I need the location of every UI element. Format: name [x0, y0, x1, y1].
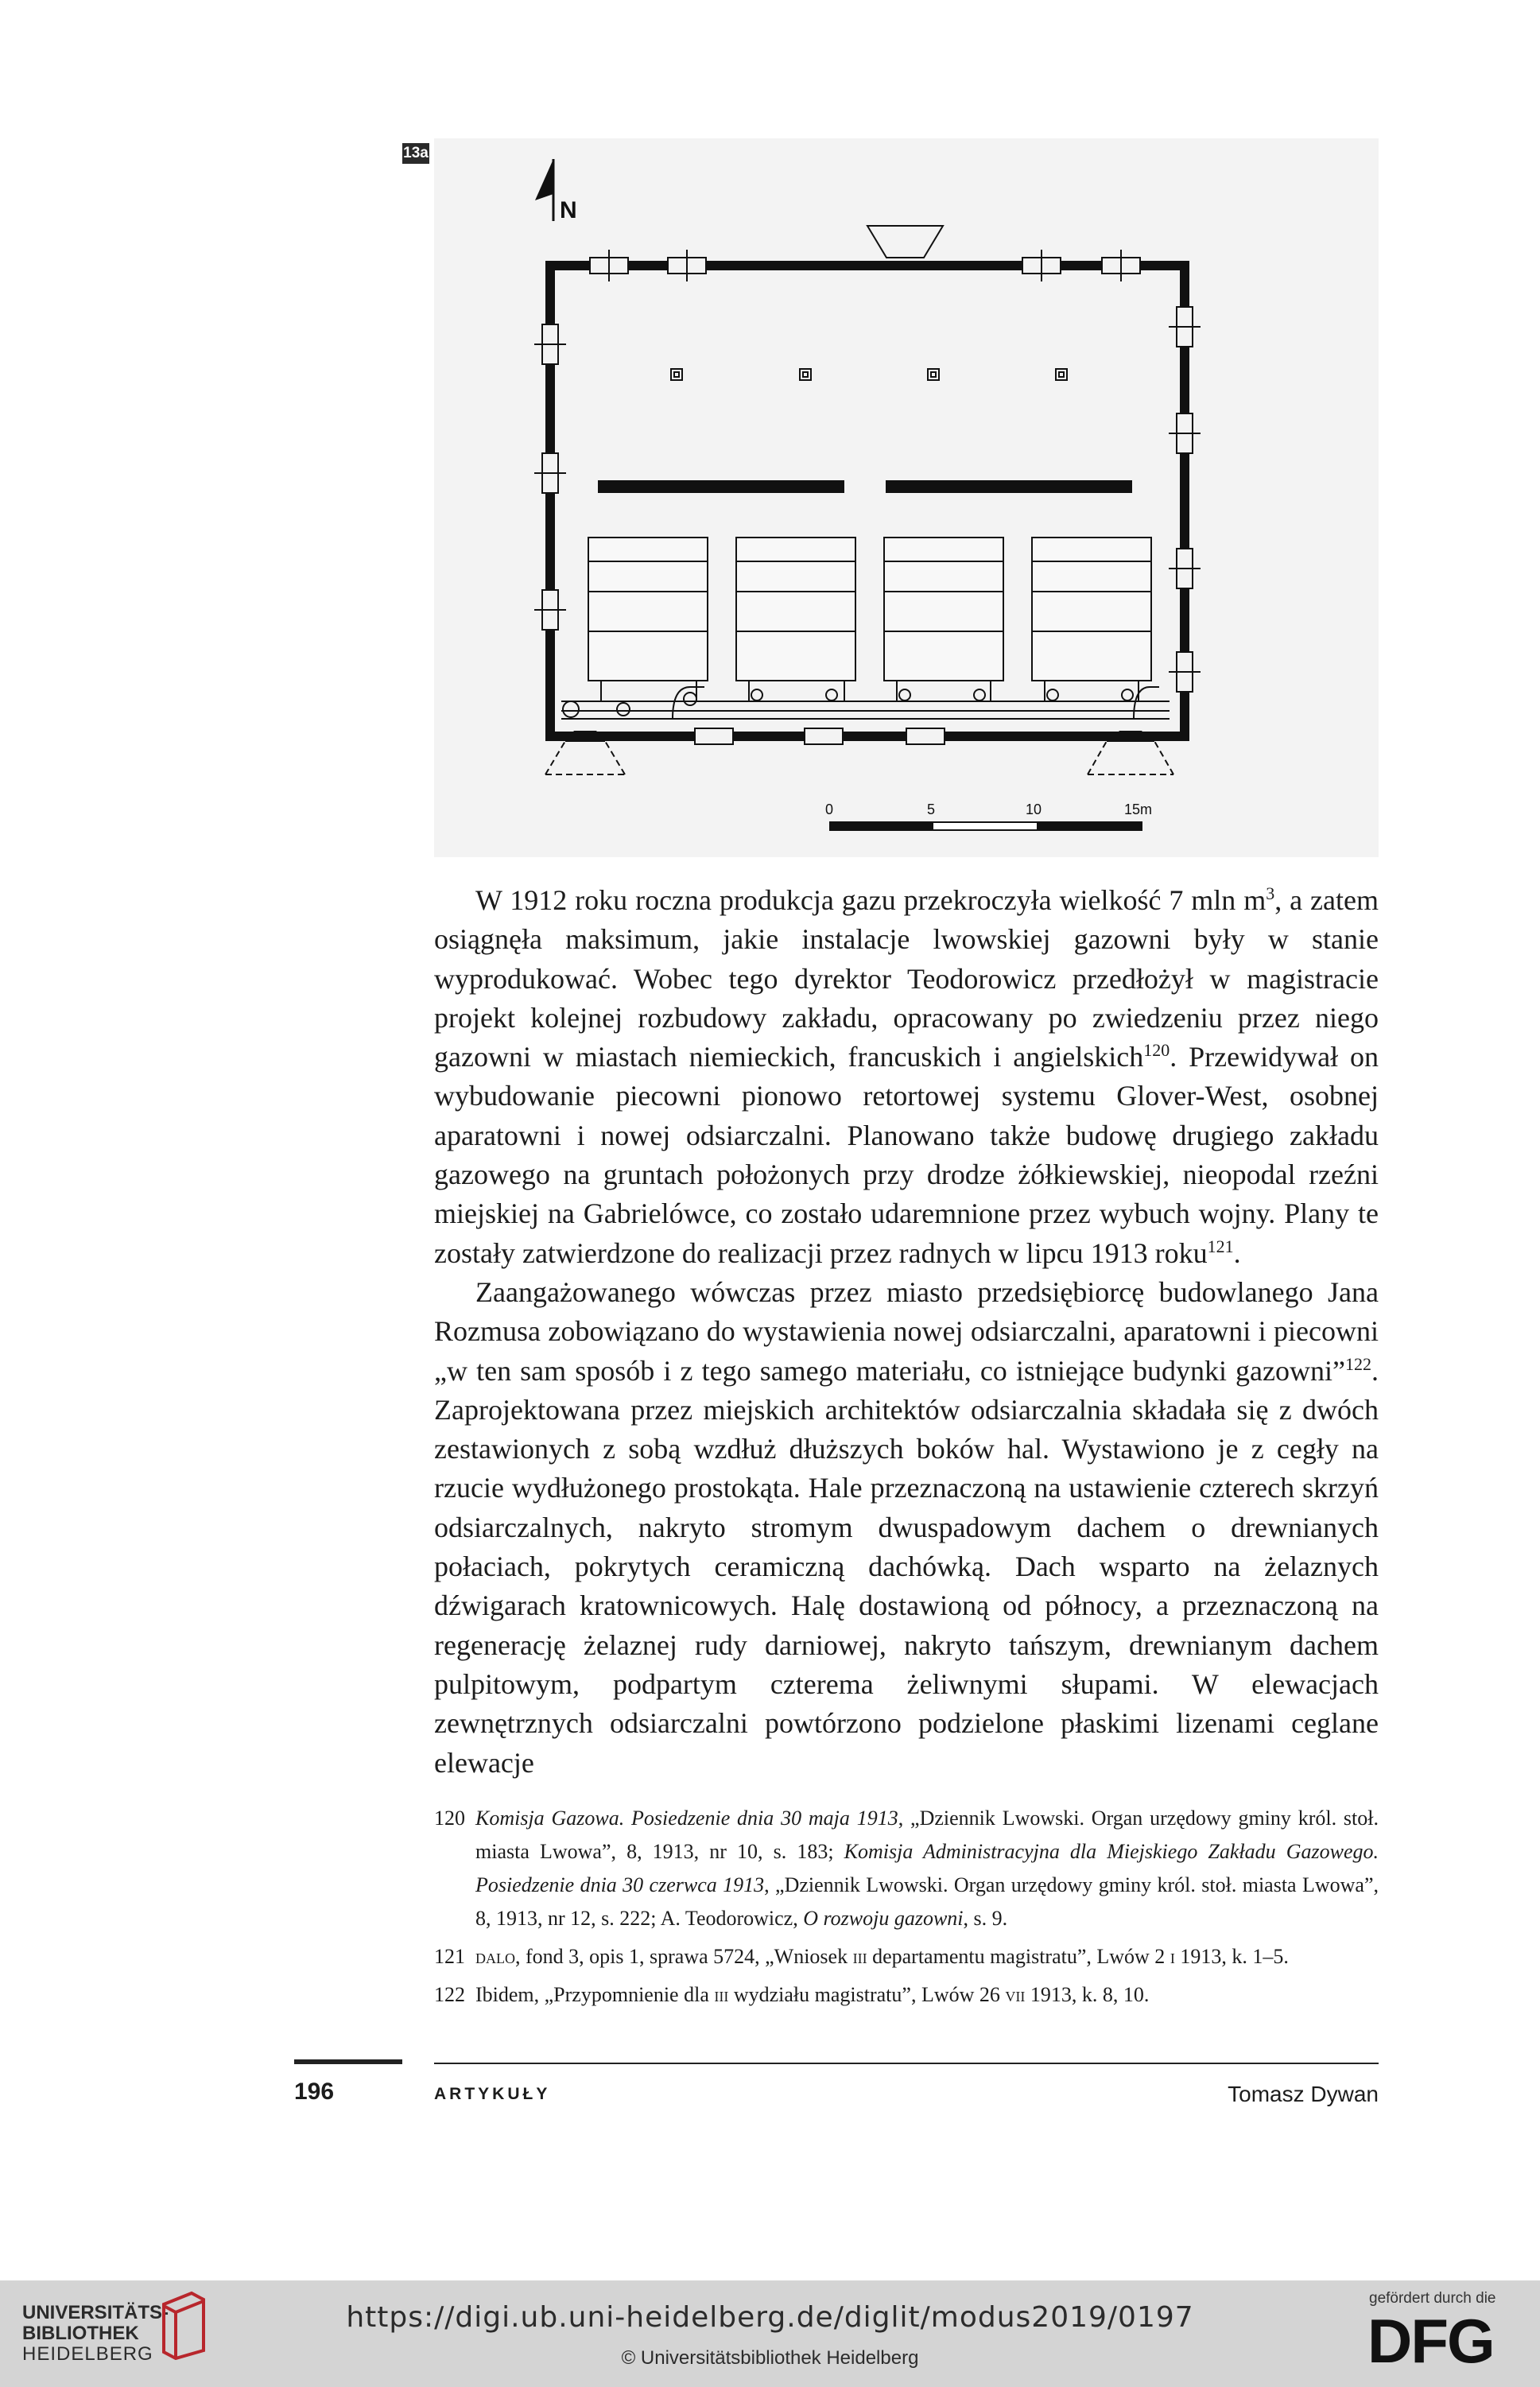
footer-rule-accent: [294, 2059, 402, 2064]
paragraph-1: W 1912 roku roczna produkcja gazu przekroczyła wielkość 7 mln $m^3$, a zatem osiągnęła maksimum, jakie instalacje lwowskiej gazowni były w stanie wyprodukować. Wobec tego dyrektor Teodorowicz przedłożył w magistracie projekt kolejnej rozbudowy zakładu, opracowany po zwiedzeniu przez niego gazowni w miastach niemieckich, francuskich i angielskich$^{120}$. Przewidywał on wybudowanie piecowni pionowo retortowej systemu Glover-West, osobnej aparatowni i nowej odsiarczalni. Planowano także budowę drugiego zakładu gazowego na gruntach położonych przy drodze żółkiewskiej, nieopodal rzeźni miejskiej na Gabrielówce, co zostało udaremnione przez wybuch wojny. Plany te zostały zatwierdzone do realizacji przez radnych w lipcu 1913 roku$^{121}$.: [434, 883, 1379, 1269]
footnote-number: 120: [434, 1807, 465, 1830]
document-url[interactable]: https://digi.ub.uni-heidelberg.de/diglit/modus2019/0197: [346, 2301, 1194, 2334]
scale-label-5: 5: [927, 801, 936, 817]
north-label: N: [560, 197, 577, 223]
dfg-caption: gefördert durch die: [1369, 2290, 1496, 2307]
article-body: [434, 881, 1379, 1783]
interior-walls: [598, 480, 1132, 493]
roof-vent: [867, 226, 943, 258]
scale-label-10: 10: [1026, 801, 1042, 817]
footnote-number: 122: [434, 1983, 465, 2006]
footnote-120: 120 Komisja Gazowa. Posiedzenie dnia 30 maja 1913, „Dziennik Lwowski. Organ urzędowy gminy król. stoł. miasta Lwowa”, 8, 1913, nr 10, s. 183; Komisja Administracyjna dla Miejskiego Zakładu Gazowego. Posiedzenie dnia 30 czerwca 1913, „Dziennik Lwowski. Organ urzędowy gminy król. stoł. miasta Lwowa”, 8, 1913, nr 12, s. 222; A. Teodorowicz, O rozwoju gazowni, s. 9.: [434, 1802, 1379, 1935]
dfg-logo[interactable]: DFG: [1367, 2306, 1494, 2376]
paragraph-2: Zaangażowanego wówczas przez miasto przedsiębiorcę budowlanego Jana Rozmusa zobowiązano do wystawienia nowej odsiarczalni, aparatowni i piecowni „w ten sam sposób i z tego samego materiału, co istniejące budynki gazowni”$^{122}$. Zaprojektowana przez miejskich architektów odsiarczalnia składała się z dwóch zestawionych z sobą wzdłuż dłuższych boków hal. Wystawiono je z cegły na rzucie wydłużonego prostokąta. Hale przeznaczoną na ustawienie czterech skrzyń odsiarczalnych, nakryto stromym dwuspadowym dachem o drewnianych połaciach, pokrytych ceramiczną dachówką. Dach wsparto na żelaznych dźwigarach kratownicowych. Halę dostawioną od północy, a przeznaczoną na regenerację żelaznej rudy darniowej, nakryto tańszym, drewnianym dachem pulpitowym, podpartym czterema żeliwnymi słupami. W elewacjach zewnętrznych odsiarczalni powtórzono podzielone płaskimi lizenami ceglane elewacje: [434, 1275, 1379, 1779]
library-logo[interactable]: UNIVERSITÄTS- BIBLIOTHEK HEIDELBERG: [22, 2302, 169, 2365]
footnote-number: 121: [434, 1945, 465, 1968]
footnote-ref-122: 122: [1345, 1353, 1371, 1374]
scale-label-0: 0: [825, 801, 834, 817]
figure-label: 13a: [402, 143, 429, 164]
footnote-ref-121: 121: [1207, 1236, 1234, 1256]
scale-label-15m: 15m: [1124, 801, 1153, 817]
footer-rule: [434, 2063, 1379, 2064]
footnote-122: 122 Ibidem, „Przypomnienie dla iii wydziału magistratu”, Lwów 26 vii 1913, k. 8, 10.: [434, 1978, 1379, 2012]
author-name: Tomasz Dywan: [1228, 2082, 1379, 2106]
north-arrow-icon: [535, 159, 577, 223]
pipelines: [561, 681, 1170, 719]
section-label: ARTYKUŁY: [434, 2085, 551, 2103]
floor-plan-figure: [434, 138, 1379, 857]
footnote-121: 121 dalo, fond 3, opis 1, sprawa 5724, „Wniosek iii departamentu magistratu”, Lwów 2 i 1913, k. 1–5.: [434, 1940, 1379, 1974]
column-markers: [671, 369, 1067, 380]
purifier-boxes: [588, 538, 1151, 681]
bottom-hoppers: [545, 741, 1173, 774]
scale-bar: [825, 801, 1152, 830]
footnotes: [434, 1802, 1379, 2016]
viewer-footer-bar: [0, 2280, 1540, 2387]
page-number: 196: [294, 2078, 335, 2105]
footnote-ref-120: 120: [1143, 1040, 1170, 1061]
copyright-notice: © Universitätsbibliothek Heidelberg: [621, 2347, 919, 2369]
